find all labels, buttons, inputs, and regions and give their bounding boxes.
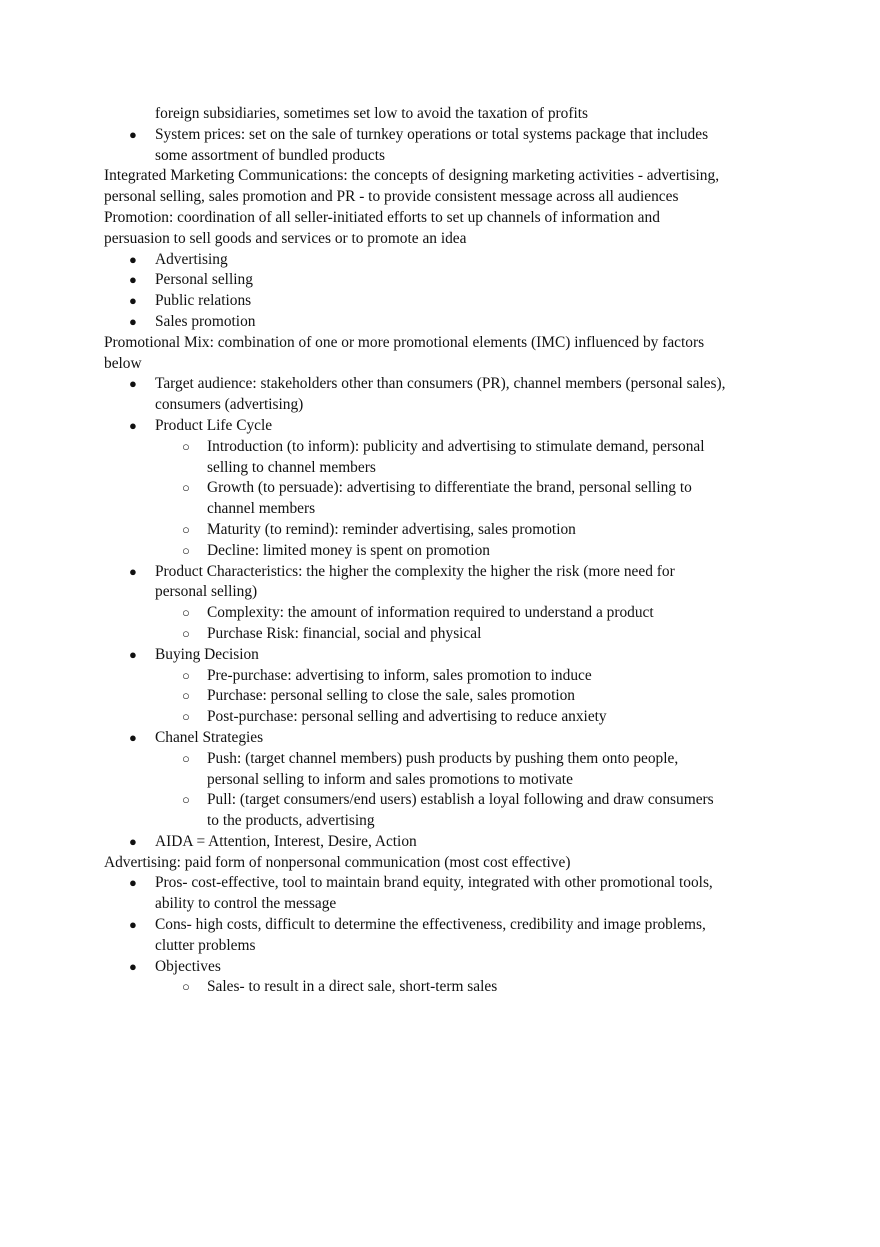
list-item <box>104 728 729 749</box>
bullet-disc-icon: ● <box>129 417 137 433</box>
bullet-disc-icon: ● <box>129 646 137 662</box>
list-item-text: System prices: set on the sale of turnkey operations or total systems package that includes some assortment of bundled products <box>155 125 709 164</box>
bullet-circle-icon: ○ <box>182 480 190 496</box>
list-item-text: Target audience: stakeholders other than consumers (PR), channel members (personal sales), consumers (advertising) <box>155 375 726 414</box>
list-item-text: Decline: limited money is spent on promotion <box>207 541 490 559</box>
promo-mix-list-cont4 <box>104 832 729 853</box>
channel-sublist <box>104 749 729 832</box>
sublist-item <box>104 977 729 998</box>
bullet-disc-icon: ● <box>129 917 137 933</box>
list-item-text: Advertising <box>155 250 228 268</box>
sublist-item <box>104 478 729 520</box>
sublist-item <box>104 790 729 832</box>
list-item-text: Post-purchase: personal selling and advertising to reduce anxiety <box>207 708 607 726</box>
sublist-item <box>104 541 729 562</box>
list-item-text: Pre-purchase: advertising to inform, sales promotion to induce <box>207 666 592 684</box>
bullet-disc-icon: ● <box>129 293 137 309</box>
promo-mix-list <box>104 374 729 436</box>
list-item-text: Product Characteristics: the higher the complexity the higher the risk (more need for personal selling) <box>155 562 675 601</box>
list-item <box>104 832 729 853</box>
list-item-text: Sales promotion <box>155 312 256 330</box>
bullet-disc-icon: ● <box>129 126 137 142</box>
paragraph-promo-mix: Promotional Mix: combination of one or more promotional elements (IMC) influenced by factors below <box>104 333 705 372</box>
list-item <box>104 125 729 167</box>
bullet-disc-icon: ● <box>129 729 137 745</box>
paragraph-promotion: Promotion: coordination of all seller-initiated efforts to set up channels of information and persuasion to sell goods and services or to promote an idea <box>104 208 660 247</box>
list-item <box>104 562 729 604</box>
sublist-item <box>104 686 729 707</box>
paragraph-imc: Integrated Marketing Communications: the concepts of designing marketing activities - advertising, personal selling, sales promotion and PR - to provide consistent message across all audiences <box>104 167 720 206</box>
bullet-disc-icon: ● <box>129 376 137 392</box>
list-item-text: Maturity (to remind): reminder advertising, sales promotion <box>207 520 576 538</box>
list-item-text: Buying Decision <box>155 645 259 663</box>
list-item-text: AIDA = Attention, Interest, Desire, Action <box>155 832 417 850</box>
bullet-disc-icon: ● <box>129 875 137 891</box>
list-item <box>104 416 729 437</box>
list-item-text: Chanel Strategies <box>155 728 264 746</box>
bullet-circle-icon: ○ <box>182 750 190 766</box>
bullet-disc-icon: ● <box>129 958 137 974</box>
bullet-disc-icon: ● <box>129 272 137 288</box>
list-item-text: Pull: (target consumers/end users) establish a loyal following and draw consumers to the products, advertising <box>207 791 714 830</box>
list-item <box>104 374 729 416</box>
sublist-item <box>104 437 729 479</box>
plc-sublist <box>104 437 729 562</box>
sublist-item <box>104 707 729 728</box>
bullet-circle-icon: ○ <box>182 542 190 558</box>
paragraph-advertising: Advertising: paid form of nonpersonal communication (most cost effective) <box>104 853 571 871</box>
list-item-text: Purchase Risk: financial, social and physical <box>207 624 482 642</box>
list-item-text: Sales- to result in a direct sale, short-term sales <box>207 978 498 996</box>
bullet-circle-icon: ○ <box>182 521 190 537</box>
product-char-sublist <box>104 603 729 645</box>
sublist-item <box>104 520 729 541</box>
list-item-text: Cons- high costs, difficult to determine the effectiveness, credibility and image problems, clutter problems <box>155 916 706 954</box>
sublist-item <box>104 624 729 645</box>
list-item-text: Growth (to persuade): advertising to differentiate the brand, personal selling to channel members <box>207 479 692 518</box>
buying-sublist <box>104 666 729 728</box>
list-item <box>104 645 729 666</box>
promo-mix-list-cont3 <box>104 728 729 749</box>
list-item-text: Introduction (to inform): publicity and advertising to stimulate demand, personal selling to channel members <box>207 437 705 476</box>
bullet-circle-icon: ○ <box>182 438 190 454</box>
list-item <box>104 915 729 957</box>
promotion-list <box>104 250 729 333</box>
promo-mix-list-cont2 <box>104 645 729 666</box>
paragraph-continued: foreign subsidiaries, sometimes set low to avoid the taxation of profits <box>155 105 588 122</box>
list-item <box>104 312 729 333</box>
promo-mix-list-cont <box>104 562 729 604</box>
bullet-disc-icon: ● <box>129 833 137 849</box>
bullet-disc-icon: ● <box>129 251 137 267</box>
document-body <box>104 104 729 998</box>
bullet-circle-icon: ○ <box>182 605 190 621</box>
list-item <box>104 957 729 978</box>
list-item <box>104 291 729 312</box>
bullet-circle-icon: ○ <box>182 688 190 704</box>
list-item-text: Complexity: the amount of information required to understand a product <box>207 604 654 622</box>
list-item-text: Objectives <box>155 957 221 975</box>
bullet-disc-icon: ● <box>129 563 137 579</box>
list-item <box>104 873 729 915</box>
list-item-text: Public relations <box>155 292 252 310</box>
advertising-list <box>104 873 729 977</box>
bullet-circle-icon: ○ <box>182 792 190 808</box>
bullet-circle-icon: ○ <box>182 709 190 725</box>
bullet-list <box>104 125 729 167</box>
bullet-disc-icon: ● <box>129 313 137 329</box>
list-item-text: Product Life Cycle <box>155 416 273 434</box>
bullet-circle-icon: ○ <box>182 667 190 683</box>
sublist-item <box>104 603 729 624</box>
list-item-text: Push: (target channel members) push products by pushing them onto people, personal selling to inform and sales promotions to motivate <box>207 749 679 788</box>
list-item <box>104 250 729 271</box>
sublist-item <box>104 666 729 687</box>
list-item-text: Personal selling <box>155 271 253 289</box>
bullet-circle-icon: ○ <box>182 979 190 995</box>
list-item-text: Pros- cost-effective, tool to maintain brand equity, integrated with other promotional tools, ability to control the message <box>155 874 713 913</box>
bullet-circle-icon: ○ <box>182 625 190 641</box>
list-item-text: Purchase: personal selling to close the sale, sales promotion <box>207 687 576 705</box>
list-item <box>104 270 729 291</box>
sublist-item <box>104 749 729 791</box>
objectives-sublist <box>104 977 729 998</box>
